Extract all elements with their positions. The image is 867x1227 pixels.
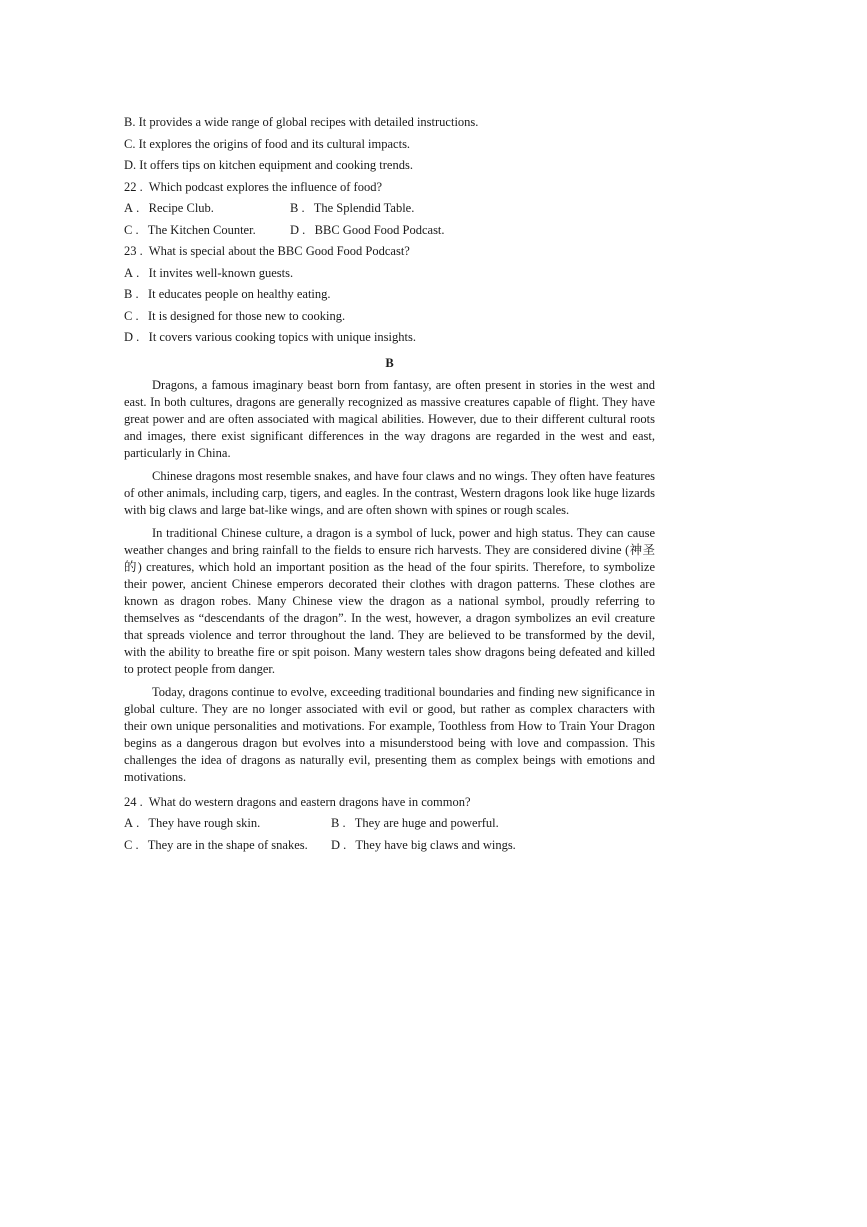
option-row (124, 835, 655, 857)
option-b: B . It educates people on healthy eating. (124, 287, 331, 301)
previous-question-options (124, 112, 655, 177)
passage-paragraph: In traditional Chinese culture, a dragon is a symbol of luck, power and high status. They can cause weather changes and bring rainfall to the fields to ensure rich harvests. They are considered divine (神圣的) creatures, which hold an important position as the head of the four spirits. Therefore, to symbolize their power, ancient Chinese emperors decorated their clothes with dragon patterns. These clothes are known as dragon robes. Many Chinese view the dragon as a national symbol, proudly referring to themselves as “descendants of the dragon”. In the west, however, a dragon symbolizes an evil creature that spreads violence and terror throughout the land. They are believed to be transformed by the devil, with the ability to breathe fire or spit poison. Many western tales show dragons being defeated and killed to protect people from danger. (124, 525, 655, 676)
question-stem: 23 . What is special about the BBC Good Food Podcast? (124, 244, 410, 258)
option-b: B . The Splendid Table. (290, 201, 415, 215)
section-label: B (385, 355, 394, 370)
question-24 (124, 792, 655, 857)
question-23 (124, 241, 655, 349)
option-c: C. It explores the origins of food and its cultural impacts. (124, 136, 411, 151)
option-row (124, 198, 655, 220)
reading-passage (124, 377, 655, 786)
option-b: B . They are huge and powerful. (331, 816, 499, 830)
option-row (124, 813, 655, 835)
option-d: D . BBC Good Food Podcast. (290, 222, 445, 237)
passage-paragraph: Chinese dragons most resemble snakes, and have four claws and no wings. They often have features of other animals, including carp, tigers, and eagles. In the contrast, Western dragons look like huge lizards with big claws and large bat-like wings, and are often shown with spines or rough scales. (124, 468, 655, 517)
option-a: A . They have rough skin. (124, 816, 261, 830)
question-22 (124, 177, 655, 242)
option-a: A . It invites well-known guests. (124, 265, 294, 280)
option-c: C . The Kitchen Counter. (124, 222, 256, 237)
option-b: B. It provides a wide range of global recipes with detailed instructions. (124, 115, 479, 129)
exam-page-content (124, 112, 655, 856)
option-d: D . It covers various cooking topics with unique insights. (124, 330, 416, 344)
option-c: C . It is designed for those new to cooking. (124, 308, 346, 323)
question-stem: 24 . What do western dragons and eastern dragons have in common? (124, 794, 471, 809)
option-row (124, 220, 655, 242)
option-a: A . Recipe Club. (124, 201, 214, 215)
question-stem: 22 . Which podcast explores the influence of food? (124, 179, 383, 194)
passage-paragraph: Dragons, a famous imaginary beast born from fantasy, are often present in stories in the west and east. In both cultures, dragons are generally recognized as massive creatures capable of flight. They have great power and are often associated with magical abilities. However, due to their different cultural roots and images, there exist significant differences in the way dragons are regarded in the west and east, particularly in China. (124, 377, 655, 460)
option-c: C . They are in the shape of snakes. (124, 837, 308, 852)
option-d: D . They have big claws and wings. (331, 837, 516, 852)
passage-paragraph: Today, dragons continue to evolve, exceeding traditional boundaries and finding new significance in global culture. They are no longer associated with evil or good, but rather as complex characters with their own unique personalities and motivations. For example, Toothless from How to Train Your Dragon begins as a dangerous dragon but evolves into a misunderstood being with love and compassion. This challenges the idea of dragons as naturally evil, presenting them as complex beings with emotions and motivations. (124, 684, 655, 784)
option-d: D. It offers tips on kitchen equipment and cooking trends. (124, 158, 413, 172)
